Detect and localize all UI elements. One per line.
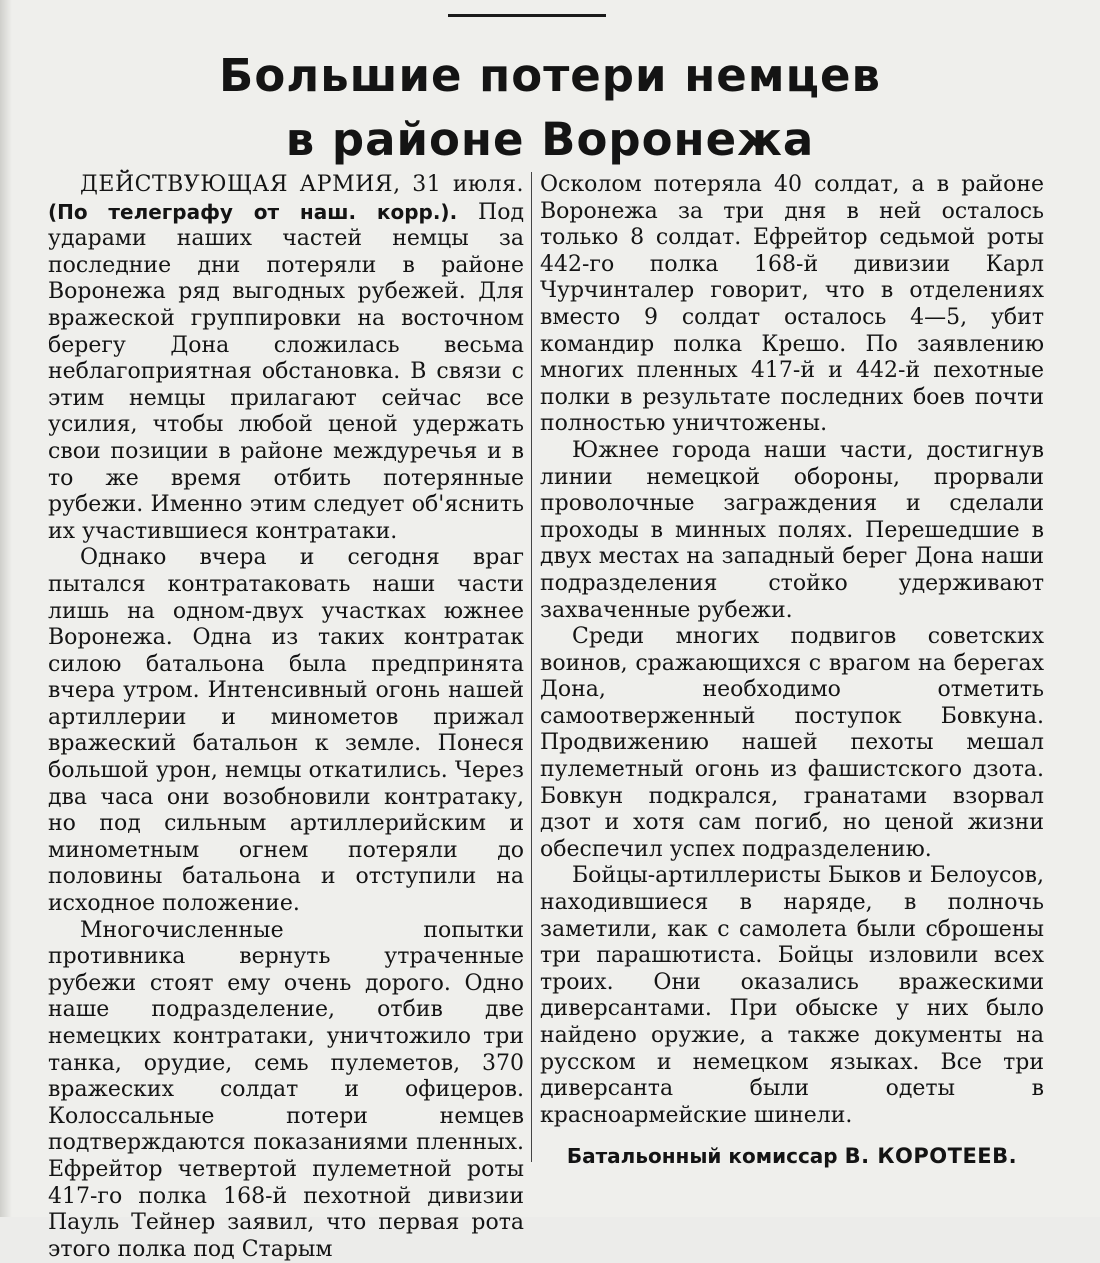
- article-column-right: [540, 172, 1044, 1170]
- signature: [540, 1143, 1044, 1170]
- signature-title: Батальонный комиссар: [566, 1144, 838, 1169]
- article-paragraph-2: Однако вчера и сегодня враг пытался контратаковать наши части лишь на одном-двух участках южнее Воронежа. Одна из таких контратак силою батальона была предпринята вчера утром. Интенсивный огонь нашей артиллерии и минометов прижал вражеский батальон к земле. Понеся большой урон, немцы откатились. Через два часа они возобновили контратаку, но под сильным артиллерийским и минометным огнем потеряли до половины батальона и отступили на исходное положение.: [48, 545, 524, 917]
- article-paragraph-5: Среди многих подвигов советских воинов, сражающихся с врагом на берегах Дона, необходимо отметить самоотверженный поступок Бовкуна. Продвижению нашей пехоты мешал пулеметный огонь из фашистского дзота. Бовкун подкрался, гранатами взорвал дзот и хотя сам погиб, но ценой жизни обеспечил успех подразделению.: [540, 624, 1044, 862]
- headline: [40, 44, 1060, 172]
- article-column-left: [48, 172, 524, 1263]
- dateline: ДЕЙСТВУЮЩАЯ АРМИЯ, 31 июля.: [80, 172, 524, 197]
- column-divider: [531, 172, 532, 1162]
- source-note: (По телеграфу от наш. корр.).: [48, 199, 458, 224]
- headline-line-2: в районе Воронежа: [285, 113, 815, 166]
- top-rule: [448, 14, 606, 17]
- article-paragraph-6: Бойцы-артиллеристы Быков и Белоусов, находившиеся в наряде, в полночь заметили, как с самолета были сброшены три парашютиста. Бойцы изловили всех троих. Они оказались вражескими диверсантами. При обыске у них было найдено оружие, а также документы на русском и немецком языках. Все три диверсанта были одеты в красноармейские шинели.: [540, 863, 1044, 1128]
- headline-line-1: Большие потери немцев: [219, 49, 881, 102]
- page-edge-shadow: [0, 0, 12, 1217]
- signature-name: В. КОРОТЕЕВ.: [844, 1144, 1018, 1169]
- article-paragraph-3: Многочисленные попытки противника вернуть утраченные рубежи стоят ему очень дорого. Одно наше подразделение, отбив две немецких контратаки, уничтожило три танка, орудие, семь пулеметов, 370 вражеских солдат и офицеров. Колоссальные потери немцев подтверждаются показаниями пленных. Ефрейтор четвертой пулеметной роты 417-го полка 168-й пехотной дивизии Пауль Тейнер заявил, что первая рота этого полка под Старым: [48, 917, 524, 1262]
- article-paragraph-3-continued: Осколом потеряла 40 солдат, а в районе Воронежа за три дня в ней осталось только 8 солдат. Ефрейтор седьмой роты 442-го полка 168-й дивизии Карл Чурчинталер говорит, что в отделениях вместо 9 солдат осталось 4—5, убит командир полка Крешо. По заявлению многих пленных 417-й и 442-й пехотные полки в результате последних боев почти полностью уничтожены.: [540, 172, 1044, 437]
- article-paragraph-4: Южнее города наши части, достигнув линии немецкой обороны, прорвали проволочные заграждения и сделали проходы в минных полях. Перешедшие в двух местах на западный берег Дона наши подразделения стойко удерживают захваченные рубежи.: [540, 437, 1044, 623]
- article-paragraph-1: [48, 172, 524, 545]
- paragraph-1-text: Под ударами наших частей немцы за последние дни потеряли в районе Воронежа ряд выгодных рубежей. Для вражеской группировки на восточном берегу Дона сложилась весьма неблагоприятная обстановка. В связи с этим немцы прилагают сейчас все усилия, чтобы любой ценой удержать свои позиции в районе междуречья и в то же время отбить потерянные рубежи. Именно этим следует об'яснить их участившиеся контратаки.: [48, 199, 525, 544]
